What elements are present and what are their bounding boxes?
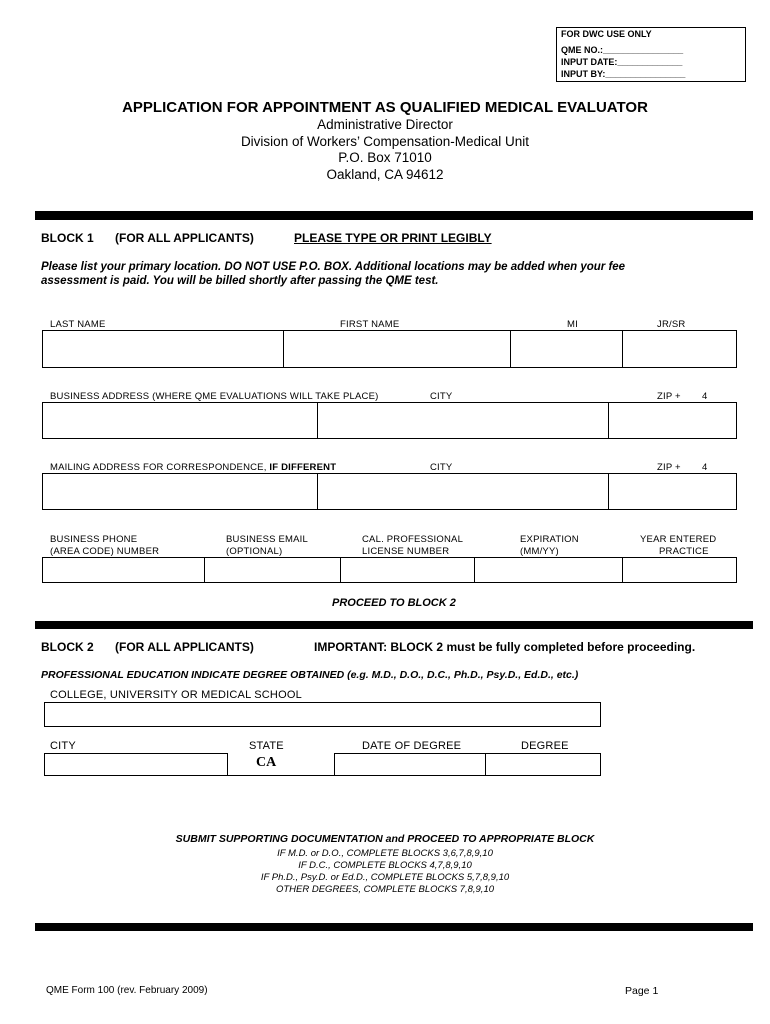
expiration-label-1: EXPIRATION [520,534,579,545]
business-address-field[interactable] [42,402,318,439]
section-divider [35,211,753,220]
expiration-label-2: (MM/YY) [520,546,559,557]
agency-line-1: Administrative Director [317,117,453,132]
business-city-field[interactable] [317,402,609,439]
proceed-to-block2: PROCEED TO BLOCK 2 [332,597,456,609]
middle-initial-field[interactable] [510,330,623,368]
block2-scope: (FOR ALL APPLICANTS) [115,640,254,654]
phone-label-1: BUSINESS PHONE [50,534,138,545]
agency-line-2: Division of Workers’ Compensation-Medical Unit [240,134,530,149]
form-title: APPLICATION FOR APPOINTMENT AS QUALIFIED MEDICAL EVALUATOR [122,99,648,116]
mailing-city-field[interactable] [317,473,609,510]
first-name-label: FIRST NAME [340,319,400,330]
mailing-address-field[interactable] [42,473,318,510]
year-entered-field[interactable] [622,557,737,583]
phone-label-2: (AREA CODE) NUMBER [50,546,160,557]
first-name-field[interactable] [283,330,511,368]
input-by-line: INPUT BY:________________ [561,69,686,79]
business-phone-field[interactable] [42,557,205,583]
column-divider [334,753,335,776]
edu-state-label: STATE [249,740,284,752]
block2-important-notice: IMPORTANT: BLOCK 2 must be fully completed before proceeding. [314,640,696,654]
business-zip-label: ZIP + [657,391,681,402]
submit-heading: SUBMIT SUPPORTING DOCUMENTATION and PROCEED TO APPROPRIATE BLOCK [175,833,595,845]
submit-line-3: IF Ph.D., Psy.D. or Ed.D., COMPLETE BLOCKS 5,7,8,9,10 [260,872,510,883]
business-city-label: CITY [430,391,453,402]
email-label-1: BUSINESS EMAIL [226,534,308,545]
section-divider [35,923,753,931]
edu-state-value: CA [256,755,277,770]
dwc-heading: FOR DWC USE ONLY [561,29,652,39]
block1-label: BLOCK 1 [41,231,94,245]
mailing-zip-label: ZIP + [657,462,681,473]
email-label-2: (OPTIONAL) [226,546,283,557]
business-address-label: BUSINESS ADDRESS (WHERE QME EVALUATIONS WILL TAKE PLACE) [50,391,379,402]
section-divider [35,621,753,629]
mi-label: MI [567,319,578,330]
school-field[interactable] [44,702,601,727]
edu-city-label: CITY [50,740,76,752]
degree-date-label: DATE OF DEGREE [362,740,462,752]
agency-line-4: Oakland, CA 94612 [326,167,444,182]
expiration-field[interactable] [474,557,623,583]
education-heading: PROFESSIONAL EDUCATION INDICATE DEGREE OBTAINED (e.g. M.D., D.O., D.C., Ph.D., Psy.D., Ed.D., etc.) [41,669,579,681]
column-divider [485,753,486,776]
license-number-field[interactable] [340,557,475,583]
block1-instructions-1: Please list your primary location. DO NOT USE P.O. BOX. Additional locations may be added when your fee [41,261,626,273]
input-date-line: INPUT DATE:_____________ [561,57,683,67]
business-email-field[interactable] [204,557,341,583]
degree-label: DEGREE [521,740,569,752]
license-label-1: CAL. PROFESSIONAL [362,534,464,545]
mailing-address-label: MAILING ADDRESS FOR CORRESPONDENCE, IF DIFFERENT [50,462,337,473]
mailing-zip4-label: 4 [702,462,708,473]
school-label: COLLEGE, UNIVERSITY OR MEDICAL SCHOOL [50,689,302,701]
business-zip-field[interactable] [608,402,737,439]
last-name-label: LAST NAME [50,319,106,330]
license-label-2: LICENSE NUMBER [362,546,450,557]
mailing-zip-field[interactable] [608,473,737,510]
business-zip4-label: 4 [702,391,708,402]
last-name-field[interactable] [42,330,284,368]
block2-label: BLOCK 2 [41,640,94,654]
qme-number-line: QME NO.:________________ [561,45,684,55]
year-entered-label-1: YEAR ENTERED [640,534,717,545]
year-entered-label-2: PRACTICE [659,546,709,557]
agency-line-3: P.O. Box 71010 [338,150,432,165]
block1-instructions-2: assessment is paid. You will be billed shortly after passing the QME test. [41,275,439,287]
mailing-city-label: CITY [430,462,453,473]
page-number: Page 1 [625,985,659,997]
submit-line-1: IF M.D. or D.O., COMPLETE BLOCKS 3,6,7,8,9,10 [277,848,493,859]
jr-sr-label: JR/SR [657,319,686,330]
suffix-field[interactable] [622,330,737,368]
print-legibly-notice: PLEASE TYPE OR PRINT LEGIBLY [294,231,492,245]
block1-scope: (FOR ALL APPLICANTS) [115,231,254,245]
form-id: QME Form 100 (rev. February 2009) [46,985,208,996]
submit-line-2: IF D.C., COMPLETE BLOCKS 4,7,8,9,10 [298,860,472,871]
submit-line-4: OTHER DEGREES, COMPLETE BLOCKS 7,8,9,10 [275,884,495,895]
edu-state-field[interactable] [227,753,335,776]
dwc-use-only-box [556,27,746,82]
